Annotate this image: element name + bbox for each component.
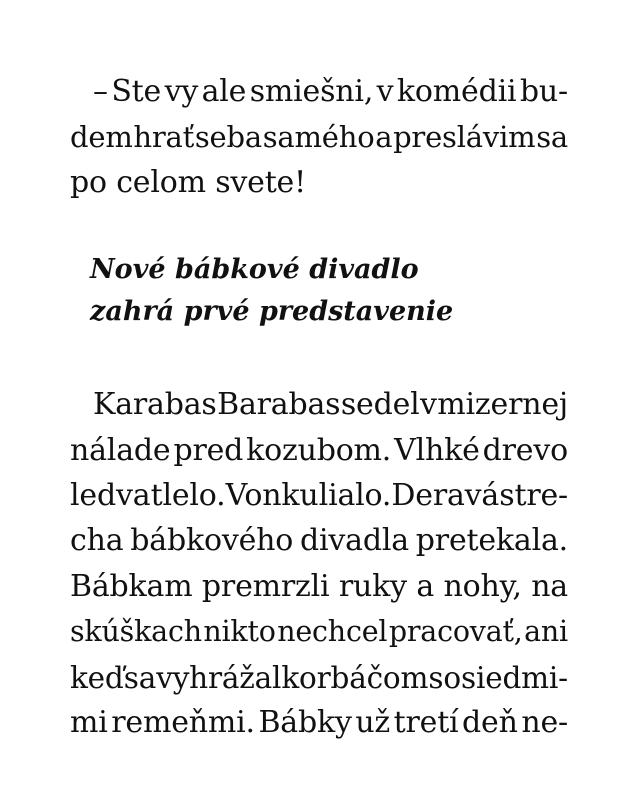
text-line: cha bábkového divadla pretekala. [70, 523, 568, 558]
chapter-heading-line: zahrá prvé predstavenie [90, 296, 454, 327]
text-line: keď sa vyhrážal korbáčom so siedmi- [70, 661, 568, 695]
text-line: po celom svete! [70, 165, 306, 200]
chapter-heading-line: Nové bábkové divadlo [90, 254, 419, 285]
text-line: skúškach nikto nechcel pracovať, ani [70, 615, 568, 648]
text-line: mi remeňmi. Bábky už tretí deň ne- [70, 705, 568, 740]
text-line: Karabas Barabas sedel v mizernej [93, 387, 568, 422]
text-line: – Ste vy ale smiešni, v komédii bu- [93, 74, 568, 109]
text-line: Bábkam premrzli ruky a nohy, na [70, 569, 568, 604]
text-line: ledva tlelo. Vonku lialo. Deravá stre- [70, 478, 568, 513]
text-line: nálade pred kozubom. Vlhké drevo [70, 433, 568, 468]
text-line: dem hrať seba samého a preslávim sa [70, 120, 568, 154]
